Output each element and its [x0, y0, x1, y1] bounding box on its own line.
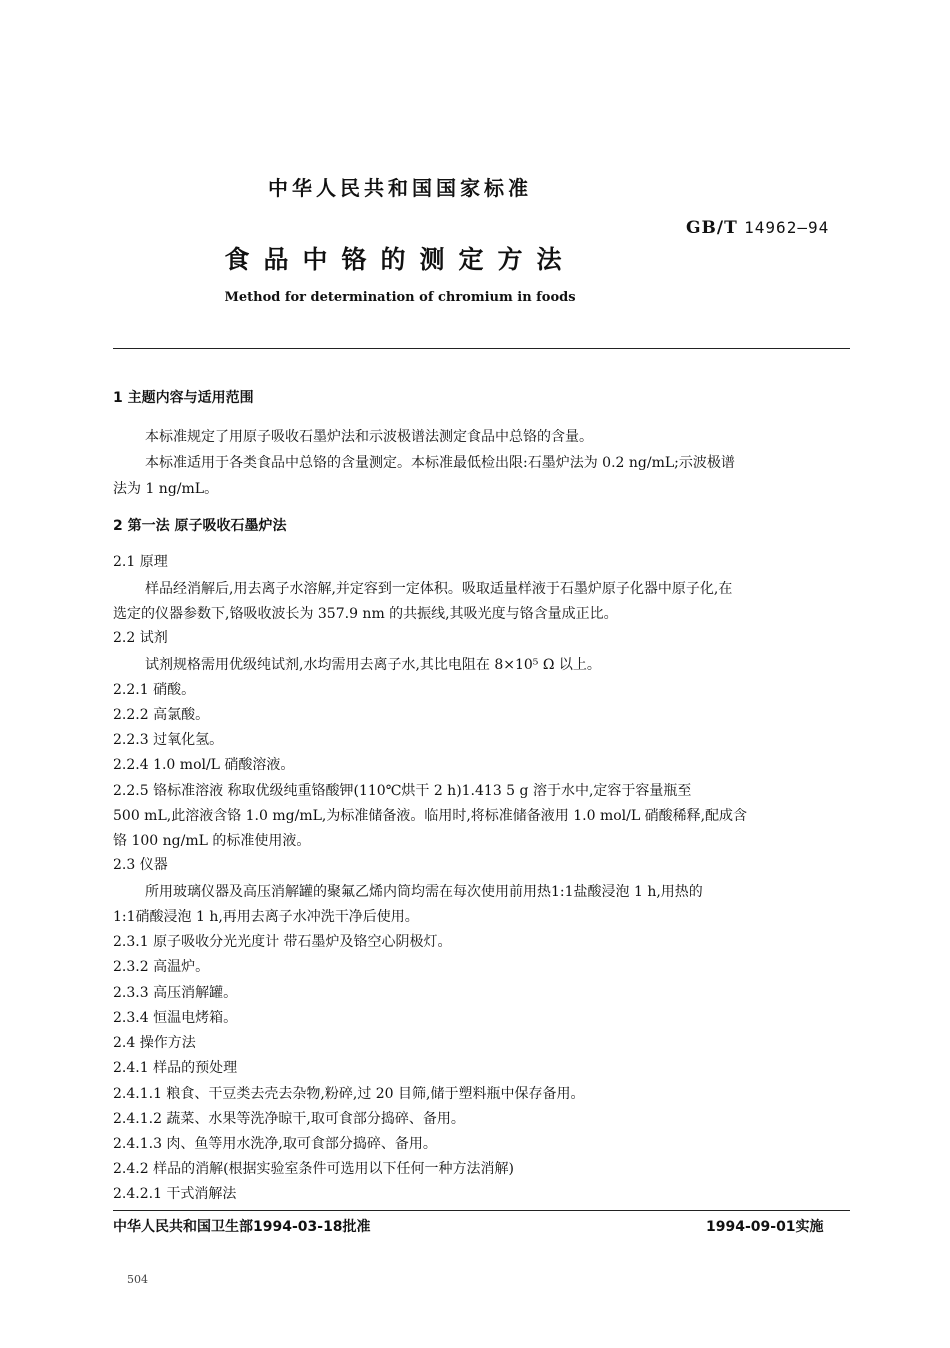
s2-2-5-line-a: 2.2.5 铬标准溶液 称取优级纯重铬酸钾(110℃烘干 2 h)1.413 5 g 溶于水中,定容于容量瓶至: [113, 783, 692, 799]
s2-3-heading: 2.3 仪器: [113, 857, 168, 873]
implementation-line: 1994-09-01实施: [706, 1219, 824, 1235]
approval-line: 中华人民共和国卫生部1994-03-18批准: [113, 1219, 371, 1235]
s2-4-1-2: 2.4.1.2 蔬菜、水果等洗净晾干,取可食部分捣碎、备用。: [113, 1111, 465, 1127]
s2-1-paragraph-b: 选定的仪器参数下,铬吸收波长为 357.9 nm 的共振线,其吸光度与铬含量成正比。: [113, 606, 618, 622]
s1-paragraph-2b: 法为 1 ng/mL。: [113, 481, 219, 497]
s2-3-4: 2.3.4 恒温电烤箱。: [113, 1010, 238, 1026]
s2-2-heading: 2.2 试剂: [113, 630, 168, 646]
s2-2-paragraph: 试剂规格需用优级纯试剂,水均需用去离子水,其比电阻在 8×10⁵ Ω 以上。: [145, 657, 601, 673]
s2-4-1: 2.4.1 样品的预处理: [113, 1060, 238, 1076]
national-standard-heading: 中华人民共和国国家标准: [268, 176, 532, 200]
s2-3-1: 2.3.1 原子吸收分光光度计 带石墨炉及铬空心阴极灯。: [113, 934, 452, 950]
s1-paragraph-1: 本标准规定了用原子吸收石墨炉法和示波极谱法测定食品中总铬的含量。: [145, 429, 593, 445]
page-number: 504: [127, 1273, 148, 1286]
s2-4-2-1: 2.4.2.1 干式消解法: [113, 1186, 237, 1202]
standard-prefix: GB/T: [686, 218, 738, 238]
s2-2-5-line-b: 500 mL,此溶液含铬 1.0 mg/mL,为标准储备液。临用时,将标准储备液用 1.0 mol/L 硝酸稀释,配成含: [113, 808, 748, 824]
header-divider: [113, 348, 850, 349]
s2-2-3: 2.2.3 过氧化氢。: [113, 732, 224, 748]
standard-number: 14962—94: [744, 218, 830, 237]
title-english: Method for determination of chromium in foods: [224, 290, 576, 305]
s2-2-5-line-c: 铬 100 ng/mL 的标准使用液。: [113, 833, 311, 849]
s2-3-2: 2.3.2 高温炉。: [113, 959, 210, 975]
s2-2-1: 2.2.1 硝酸。: [113, 682, 196, 698]
s1-paragraph-2a: 本标准适用于各类食品中总铬的含量测定。本标准最低检出限:石墨炉法为 0.2 ng/mL;示波极谱: [145, 455, 735, 471]
s2-4-1-3: 2.4.1.3 肉、鱼等用水洗净,取可食部分捣碎、备用。: [113, 1136, 437, 1152]
s2-1-paragraph-a: 样品经消解后,用去离子水溶解,并定容到一定体积。吸取适量样液于石墨炉原子化器中原子化,在: [145, 581, 733, 597]
s2-3-3: 2.3.3 高压消解罐。: [113, 985, 238, 1001]
s2-2-4: 2.2.4 1.0 mol/L 硝酸溶液。: [113, 757, 295, 773]
s2-4-heading: 2.4 操作方法: [113, 1035, 196, 1051]
s2-4-1-1: 2.4.1.1 粮食、干豆类去壳去杂物,粉碎,过 20 目筛,储于塑料瓶中保存备用。: [113, 1086, 585, 1102]
s2-3-paragraph-b: 1:1硝酸浸泡 1 h,再用去离子水冲洗干净后使用。: [113, 909, 419, 925]
standard-code: [686, 218, 829, 238]
s2-2-2: 2.2.2 高氯酸。: [113, 707, 210, 723]
s2-4-2: 2.4.2 样品的消解(根据实验室条件可选用以下任何一种方法消解): [113, 1161, 514, 1177]
s2-1-heading: 2.1 原理: [113, 554, 168, 570]
section-2-heading: 2 第一法 原子吸收石墨炉法: [113, 518, 287, 534]
title-chinese: 食品中铬的测定方法: [224, 245, 576, 274]
footer-divider: [113, 1210, 850, 1211]
s2-3-paragraph-a: 所用玻璃仪器及高压消解罐的聚氟乙烯内筒均需在每次使用前用热1:1盐酸浸泡 1 h,用热的: [145, 884, 703, 900]
section-1-heading: 1 主题内容与适用范围: [113, 390, 254, 406]
